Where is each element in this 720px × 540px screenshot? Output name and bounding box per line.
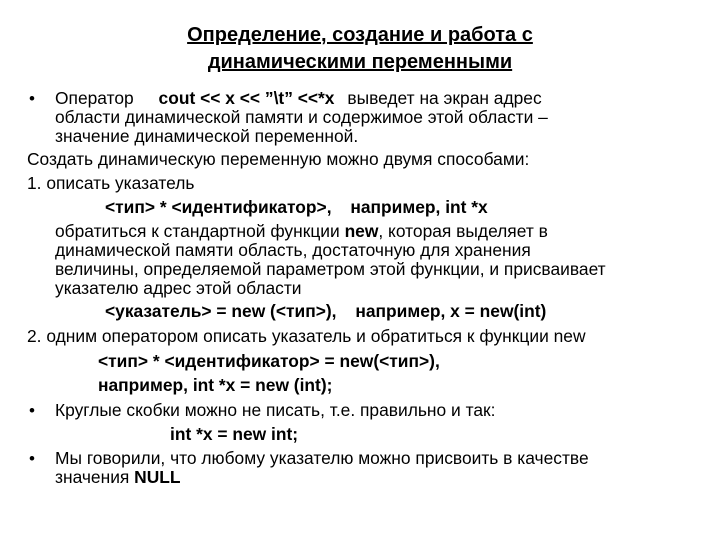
null-keyword: NULL [134, 467, 181, 487]
b1-line-3: значение динамической переменной. [55, 126, 359, 146]
item2-code-2: например, int *x = new (int); [98, 375, 333, 395]
b1-operator-word: Оператор [55, 88, 134, 108]
b1-cout-code: cout << x << ”\t” <<*x [158, 88, 335, 108]
title-line-2: динамическими переменными [207, 51, 513, 73]
b1-tail: выведет на экран адрес [347, 88, 542, 108]
b1-line-2: области динамической памяти и содержимое этой области – [55, 107, 548, 127]
bullet-marker: • [29, 449, 35, 468]
item2-code-1: <тип> * <идентификатор> = new(<тип>), [98, 351, 440, 371]
bullet-marker: • [29, 89, 35, 108]
item1-assign [105, 302, 546, 321]
b1-line-1 [55, 89, 542, 108]
b3-line-2a: значения [55, 467, 135, 487]
title-line-1: Определение, создание и работа с [187, 24, 533, 46]
b3-line-2 [55, 468, 181, 487]
b2-code: int *x = new int; [170, 424, 299, 444]
item1-assign-syntax: <указатель> = new (<тип>), [105, 301, 337, 321]
item1-text-2: динамической памяти область, достаточную для хранения [55, 240, 531, 260]
item2-label: 2. одним оператором описать указатель и обратиться к функции new [27, 326, 586, 346]
item1-text-1a: обратиться к стандартной функции [55, 221, 345, 241]
item1-text-1c: , которая выделяет в [378, 221, 548, 241]
item1-text-1 [55, 222, 548, 241]
new-keyword: new [344, 221, 379, 241]
item1-label: 1. описать указатель [27, 173, 195, 193]
item1-text-3: величины, определяемой параметром этой функции, и присваивает [55, 259, 606, 279]
item1-decl-example: например, int *x [350, 197, 488, 217]
b3-line-1: Мы говорили, что любому указателю можно присвоить в качестве [55, 448, 589, 468]
create-paragraph: Создать динамическую переменную можно двумя способами: [27, 149, 530, 169]
b2-text: Круглые скобки можно не писать, т.е. правильно и так: [55, 400, 496, 420]
bullet-marker: • [29, 401, 35, 420]
item1-text-4: указателю адрес этой области [55, 278, 302, 298]
item1-assign-example: например, x = new(int) [355, 301, 547, 321]
item1-decl-syntax: <тип> * <идентификатор>, [105, 197, 332, 217]
item1-declaration [105, 198, 488, 217]
slide-title [60, 22, 660, 76]
